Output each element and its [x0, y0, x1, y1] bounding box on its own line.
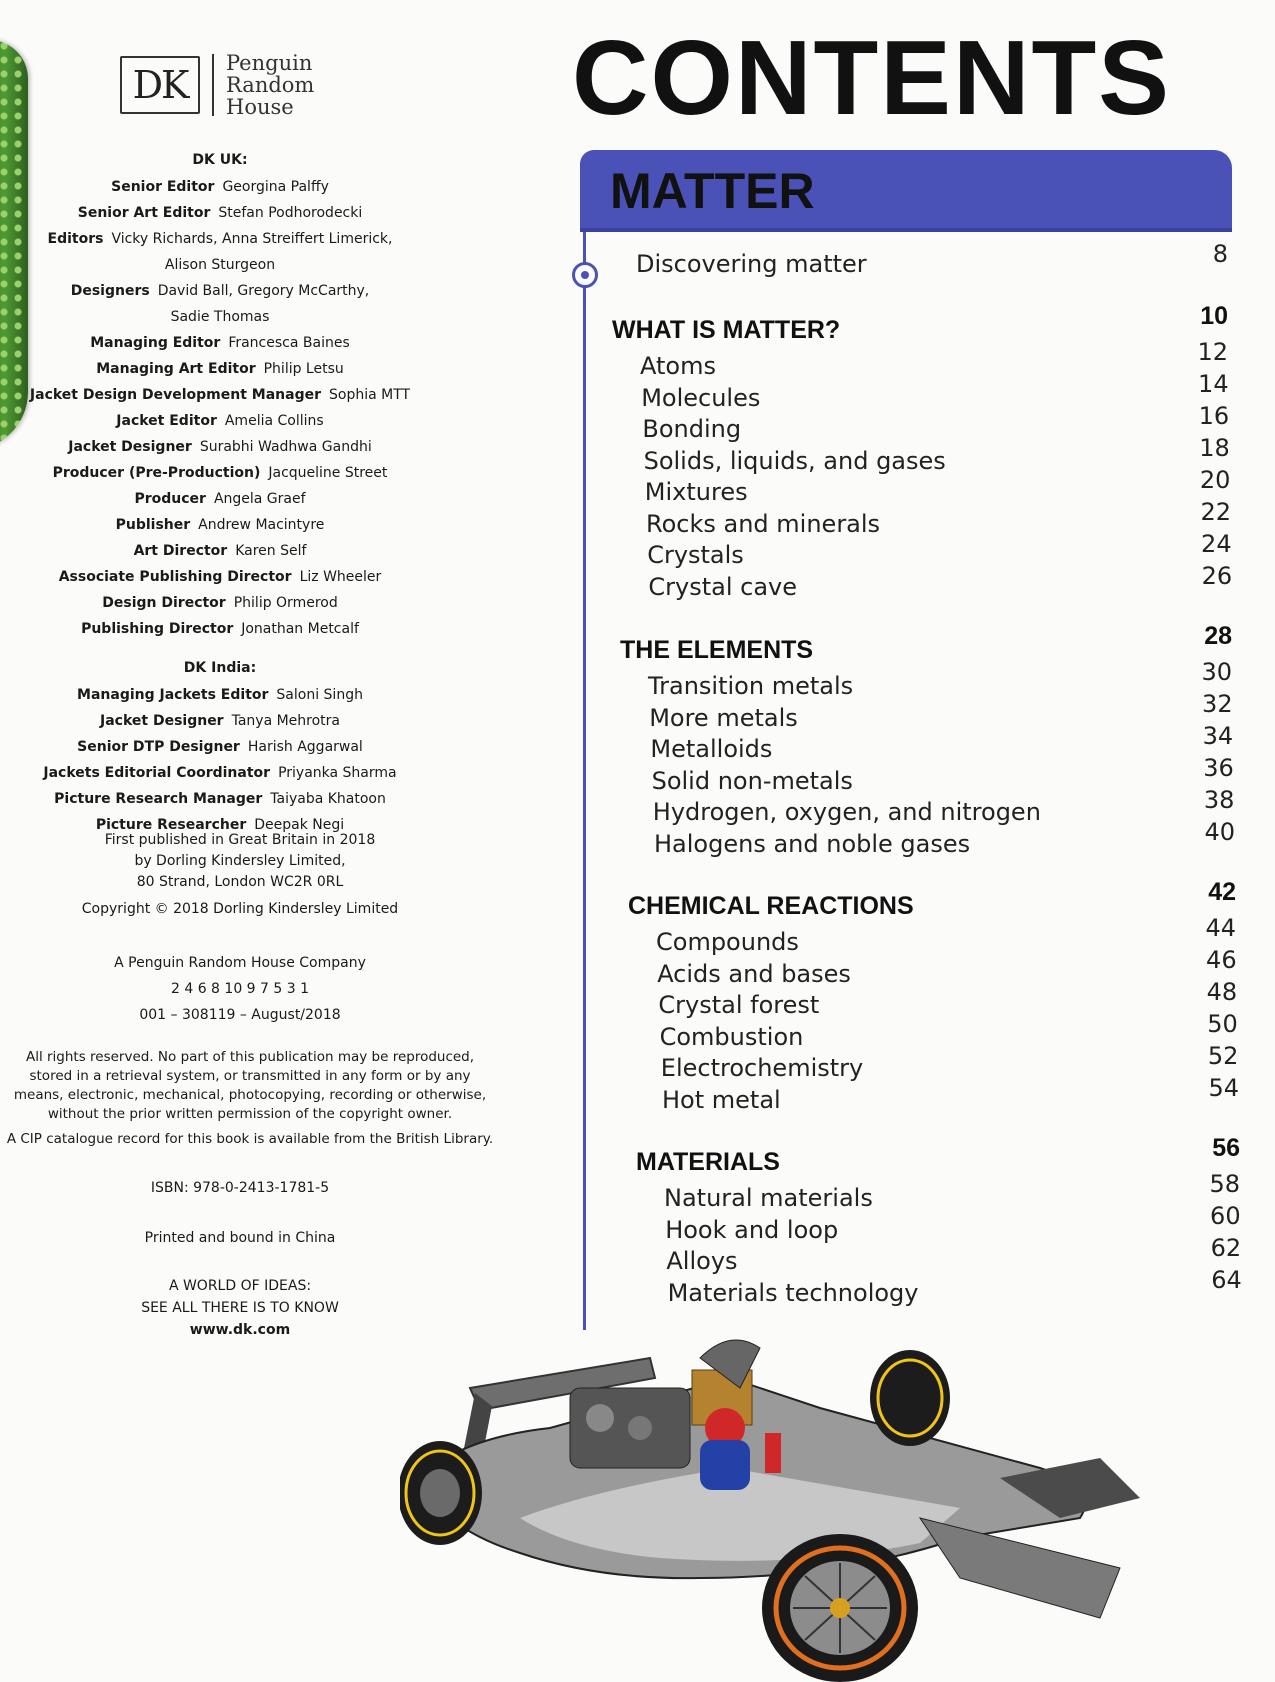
toc-item-title[interactable]: Hot metal — [662, 1085, 781, 1114]
contents-title: CONTENTS — [572, 19, 1171, 137]
credit-role: Senior DTP Designer — [77, 739, 240, 755]
credit-name: Liz Wheeler — [299, 569, 382, 585]
credit-line — [20, 734, 420, 760]
toc-item-title[interactable]: Molecules — [641, 383, 761, 412]
toc-item-page: 54 — [1208, 1074, 1239, 1102]
toc-item-page: 20 — [1199, 466, 1231, 494]
toc-item-page: 38 — [1203, 786, 1235, 814]
toc-item-page: 48 — [1206, 978, 1238, 1006]
toc-item-page: 36 — [1203, 754, 1234, 782]
toc-section-heading[interactable]: WHAT IS MATTER? — [612, 316, 841, 344]
publisher-line: House — [226, 95, 294, 119]
publisher-line: Penguin — [226, 51, 313, 75]
toc-item-page: 64 — [1211, 1266, 1242, 1294]
toc-item-title[interactable]: Bonding — [642, 415, 742, 443]
cip-line: A CIP catalogue record for this book is available from the British Library. — [6, 1131, 494, 1147]
credit-line — [20, 408, 420, 434]
credit-role: Managing Editor — [90, 335, 221, 351]
credit-name: Philip Ormerod — [233, 595, 338, 611]
credit-name: Andrew Macintyre — [198, 517, 325, 533]
credit-line — [20, 760, 420, 786]
credit-name: Priyanka Sharma — [278, 765, 397, 781]
credit-name: Francesca Baines — [228, 335, 350, 351]
credits-india-heading: DK India: — [183, 660, 257, 676]
credit-line — [20, 330, 420, 356]
credit-line — [20, 564, 420, 590]
toc-item-page: 16 — [1198, 402, 1230, 430]
credit-role: Picture Research Manager — [54, 791, 263, 807]
timeline-line — [583, 232, 586, 1330]
credit-role: Jacket Editor — [116, 413, 217, 429]
copyright-line: Copyright © 2018 Dorling Kindersley Limited — [81, 901, 399, 917]
toc-section-heading[interactable]: CHEMICAL REACTIONS — [628, 892, 914, 920]
credit-name: Amelia Collins — [224, 413, 324, 429]
toc-item-title[interactable]: More metals — [649, 703, 798, 732]
toc-item-page: 30 — [1201, 658, 1232, 686]
credit-name: Sophia MTT — [329, 387, 411, 403]
website-link[interactable]: www.dk.com — [189, 1322, 291, 1338]
credit-name: Jonathan Metcalf — [241, 621, 359, 637]
credit-role: Managing Art Editor — [96, 361, 256, 377]
credit-name: Tanya Mehrotra — [231, 713, 340, 729]
toc-item-page: 32 — [1202, 690, 1233, 718]
credit-role: Managing Jackets Editor — [77, 687, 269, 703]
credit-line — [20, 786, 420, 812]
credit-name: Harish Aggarwal — [247, 739, 363, 755]
credit-line — [20, 590, 420, 616]
dk-logo-mark: DK — [120, 56, 200, 114]
toc-item-page: 52 — [1207, 1042, 1239, 1070]
toc-item-title[interactable]: Alloys — [666, 1247, 738, 1275]
company-line: A Penguin Random House Company — [114, 955, 366, 971]
rights-line: stored in a retrieval system, or transmitted in any form or by any — [29, 1068, 471, 1084]
publisher-wordmark — [226, 52, 314, 118]
credit-role: Senior Art Editor — [77, 205, 211, 221]
rights-line: means, electronic, mechanical, photocopying, recording or otherwise, — [13, 1087, 487, 1103]
isbn: ISBN: 978-0-2413-1781-5 — [150, 1180, 330, 1196]
toc-item-page: 60 — [1210, 1202, 1241, 1230]
credits-uk-heading: DK UK: — [192, 152, 248, 168]
credit-line — [20, 486, 420, 512]
dk-prh-logo — [120, 52, 314, 118]
toc-section-page: 10 — [1200, 302, 1228, 330]
credit-role: Editors — [47, 231, 104, 247]
toc-section-heading[interactable]: THE ELEMENTS — [620, 636, 814, 664]
credit-role: Producer (Pre-Production) — [52, 465, 261, 481]
toc-item-page: 44 — [1205, 914, 1236, 942]
toc-item-page: 22 — [1200, 498, 1231, 526]
toc-item-title[interactable]: Acids and bases — [657, 959, 851, 988]
print-code: 001 – 308119 – August/2018 — [139, 1007, 341, 1023]
toc-item-title[interactable]: Rocks and minerals — [646, 509, 881, 538]
credits-uk-list — [20, 174, 420, 642]
race-car-image — [400, 1318, 1160, 1682]
toc-item-page: 58 — [1209, 1170, 1240, 1198]
credit-line — [20, 616, 420, 642]
credit-role: Publisher — [115, 517, 191, 533]
publisher-line: Random — [226, 73, 315, 97]
credit-name: Angela Graef — [213, 491, 306, 507]
pub-line: by Dorling Kindersley Limited, — [134, 853, 346, 869]
toc-item-title[interactable]: Solid non-metals — [651, 766, 853, 795]
credit-role: Associate Publishing Director — [58, 569, 292, 585]
credit-role: Producer — [134, 491, 206, 507]
credit-name: Jacqueline Street — [268, 465, 388, 481]
toc-item-title[interactable]: Halogens and noble gases — [654, 829, 971, 858]
company-info — [40, 950, 440, 1028]
credits-india-list — [20, 682, 420, 838]
credit-line — [20, 278, 420, 330]
matter-band-label: MATTER — [610, 163, 815, 219]
matter-band — [580, 150, 1232, 232]
rights-notice — [0, 1048, 500, 1149]
credit-line — [20, 434, 420, 460]
credit-line — [20, 538, 420, 564]
slogan-line: SEE ALL THERE IS TO KNOW — [141, 1300, 339, 1316]
credit-role: Jacket Design Development Manager — [29, 387, 321, 403]
toc-item-title[interactable]: Crystal forest — [658, 991, 820, 1019]
toc-item-title[interactable]: Crystals — [647, 541, 744, 569]
credit-name: Karen Self — [235, 543, 307, 559]
toc-item-page: 26 — [1201, 562, 1233, 590]
credit-role: Picture Researcher — [95, 817, 247, 833]
credit-name: Georgina Palffy — [222, 179, 329, 195]
toc-item-page: 46 — [1206, 946, 1237, 974]
credit-line — [20, 174, 420, 200]
toc-item-title[interactable]: Solids, liquids, and gases — [643, 446, 946, 475]
credit-name: Taiyaba Khatoon — [270, 791, 386, 807]
toc-item-title[interactable]: Combustion — [659, 1022, 804, 1051]
toc-section-page: 28 — [1204, 622, 1232, 650]
credit-name: Vicky Richards, Anna Streiffert Limerick, Alison Sturgeon — [111, 231, 393, 273]
print-line: 2 4 6 8 10 9 7 5 3 1 — [170, 981, 310, 997]
publication-info — [40, 830, 440, 920]
toc-item-title[interactable]: Transition metals — [648, 672, 854, 700]
credit-name: Stefan Podhorodecki — [218, 205, 363, 221]
pub-line: 80 Strand, London WC2R 0RL — [136, 874, 344, 890]
toc-item-title[interactable]: Electrochemistry — [660, 1054, 864, 1082]
toc-section-page: 42 — [1208, 878, 1236, 906]
credit-role: Senior Editor — [111, 179, 215, 195]
slogan-line: A WORLD OF IDEAS: — [168, 1278, 312, 1294]
credit-role: Jacket Designer — [68, 439, 192, 455]
timeline-dot-icon — [581, 271, 589, 279]
logo-divider — [212, 54, 214, 116]
toc-item-title[interactable]: Hook and loop — [665, 1215, 839, 1244]
rights-line: without the prior written permission of the copyright owner. — [47, 1106, 453, 1122]
credits — [20, 152, 420, 838]
toc-item-page: 50 — [1207, 1010, 1238, 1038]
slogan — [40, 1275, 440, 1319]
credit-role: Designers — [70, 283, 150, 299]
credit-line — [20, 382, 420, 408]
credit-line — [20, 682, 420, 708]
toc-item-title[interactable]: Metalloids — [650, 735, 773, 763]
toc-item-page: 34 — [1202, 722, 1234, 750]
toc-item-page: 18 — [1199, 434, 1230, 462]
toc-item-page: 14 — [1198, 370, 1229, 398]
toc-item-title[interactable]: Hydrogen, oxygen, and nitrogen — [652, 798, 1041, 826]
toc-item-page: 24 — [1201, 530, 1232, 558]
toc-item-title[interactable]: Compounds — [656, 928, 799, 956]
credit-role: Jacket Designer — [100, 713, 224, 729]
credit-line — [20, 708, 420, 734]
toc-item-page: 62 — [1210, 1234, 1242, 1262]
printed-in: Printed and bound in China — [144, 1230, 336, 1246]
credit-line — [20, 226, 420, 278]
toc-item-page: 40 — [1204, 818, 1235, 846]
toc-intro-page: 8 — [1212, 240, 1228, 268]
pub-line: First published in Great Britain in 2018 — [104, 832, 376, 848]
credit-name: David Ball, Gregory McCarthy, Sadie Thomas — [157, 283, 370, 325]
credit-name: Surabhi Wadhwa Gandhi — [199, 439, 372, 455]
credit-name: Philip Letsu — [263, 361, 344, 377]
credit-line — [20, 512, 420, 538]
toc-item-title[interactable]: Natural materials — [664, 1184, 873, 1212]
credit-name: Saloni Singh — [276, 687, 363, 703]
toc-item-title[interactable]: Crystal cave — [648, 572, 798, 601]
toc-item-title[interactable]: Materials technology — [667, 1278, 919, 1307]
toc-section-heading[interactable]: MATERIALS — [636, 1148, 780, 1176]
credit-line — [20, 460, 420, 486]
toc-intro-title[interactable]: Discovering matter — [636, 250, 867, 278]
credit-role: Publishing Director — [81, 621, 234, 637]
credit-name: Deepak Negi — [254, 817, 345, 833]
credit-role: Art Director — [133, 543, 228, 559]
credit-line — [20, 356, 420, 382]
rights-line: All rights reserved. No part of this publication may be reproduced, — [25, 1049, 475, 1065]
toc-section-page: 56 — [1212, 1134, 1240, 1162]
credit-role: Design Director — [102, 595, 226, 611]
toc-item-page: 12 — [1197, 338, 1228, 366]
toc-item-title[interactable]: Atoms — [640, 352, 716, 380]
toc-item-title[interactable]: Mixtures — [644, 478, 748, 506]
credit-line — [20, 200, 420, 226]
credit-role: Jackets Editorial Coordinator — [43, 765, 271, 781]
